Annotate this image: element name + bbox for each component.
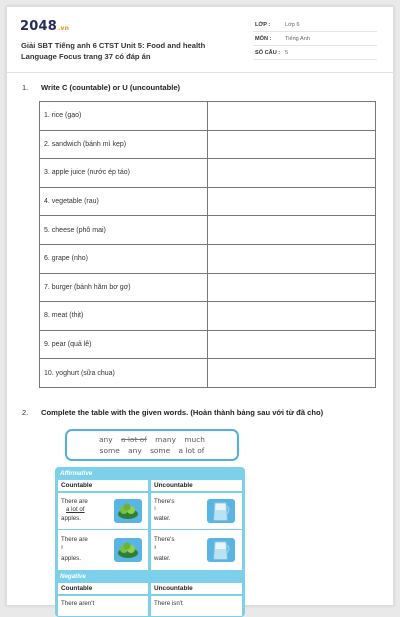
cell-text: There isn't [154,600,183,607]
word: many [155,435,176,444]
answer-cell[interactable] [208,359,376,388]
question-2-instruction: Complete the table with the given words. (Hoàn thành bảng sau với từ đã cho) [41,408,324,417]
table-row [40,273,376,302]
uncountable-header: Uncountable [151,583,242,594]
table-cell-word: 5. cheese (phô mai) [40,216,208,245]
countable-header: Countable [58,583,148,594]
table-row [40,187,376,216]
meta-questions-key: SỐ CÂU : [255,50,281,56]
document-title: Giải SBT Tiếng anh 6 CTST Unit 5: Food and health Language Focus trang 37 có đáp án [21,41,206,61]
word-box-line-1 [67,435,237,444]
blank-number: ³ [154,545,157,552]
word: any [99,435,113,444]
cell-text: water. [154,515,171,522]
logo-text: 2048 [20,19,57,34]
table-row [40,159,376,188]
word-box [65,429,239,461]
answer-cell[interactable] [208,187,376,216]
word: much [184,435,205,444]
cell-text: apples. [61,515,81,522]
countable-table [39,101,376,388]
cell-text: apples. [61,555,81,562]
affirmative-countable-cell-1 [58,493,148,529]
cell-text: There are [61,536,88,543]
cell-text: There's [154,498,175,505]
table-row [40,330,376,359]
word-crossed: a lot of [120,435,147,444]
meta-grade-value: Lớp 6 [285,22,300,28]
word: any [128,446,142,455]
table-cell-word: 9. pear (quả lê) [40,330,208,359]
water-jug-icon [207,499,235,523]
negative-countable-cell-1 [58,596,148,616]
meta-questions-value: 5 [285,50,289,56]
answer-cell[interactable] [208,130,376,159]
blank-number: ¹ [154,506,157,513]
question-2-number: 2. [22,408,29,417]
grammar-worksheet-image [55,467,245,617]
meta-subject-key: MÔN : [255,36,272,42]
word-box-line-2 [67,446,237,455]
table-row [40,216,376,245]
table-cell-word: 1. rice (gạo) [40,102,208,131]
countable-header: Countable [58,480,148,491]
answer-cell[interactable] [208,159,376,188]
affirmative-countable-cell-2 [58,530,148,570]
table-cell-word: 6. grape (nho) [40,244,208,273]
document-page [6,6,394,606]
affirmative-uncountable-cell-2 [151,530,242,570]
word: some [99,446,120,455]
table-cell-word: 2. sandwich (bánh mì kẹp) [40,130,208,159]
meta-subject [253,35,377,46]
logo-suffix: .vn [57,25,70,32]
table-row [40,302,376,331]
cell-text: water. [154,555,171,562]
table-cell-word: 4. vegetable (rau) [40,187,208,216]
table-row [40,130,376,159]
cell-text: There aren't [61,600,95,607]
cell-text: There are [61,498,88,505]
answer-cell[interactable] [208,302,376,331]
answer-example: a lot of [66,506,85,513]
meta-questions [253,49,377,60]
answer-cell[interactable] [208,273,376,302]
meta-grade-key: LỚP : [255,22,271,28]
answer-cell[interactable] [208,216,376,245]
water-jug-icon [207,538,235,562]
meta-subject-value: Tiếng Anh [285,36,310,42]
cell-text: There's [154,536,175,543]
page-header [7,7,395,73]
answer-cell[interactable] [208,102,376,131]
table-row [40,102,376,131]
word: a lot of [178,446,205,455]
affirmative-uncountable-cell-1 [151,493,242,529]
apple-bowl-icon [114,499,142,523]
question-1-instruction: Write C (countable) or U (uncountable) [41,83,181,92]
affirmative-label: Affirmative [60,470,93,477]
negative-label: Negative [60,573,86,580]
table-row [40,359,376,388]
table-cell-word: 7. burger (bánh hăm bơ gơ) [40,273,208,302]
answer-cell[interactable] [208,330,376,359]
question-1-number: 1. [22,83,29,92]
meta-grade [253,21,377,32]
answer-cell[interactable] [208,244,376,273]
negative-uncountable-cell-1 [151,596,242,616]
uncountable-header: Uncountable [151,480,242,491]
blank-number: ² [61,545,64,552]
word: some [150,446,171,455]
apple-bowl-icon [114,538,142,562]
table-cell-word: 8. meat (thịt) [40,302,208,331]
table-cell-word: 10. yoghurt (sữa chua) [40,359,208,388]
table-row [40,244,376,273]
table-cell-word: 3. apple juice (nước ép táo) [40,159,208,188]
site-logo[interactable] [20,19,69,34]
